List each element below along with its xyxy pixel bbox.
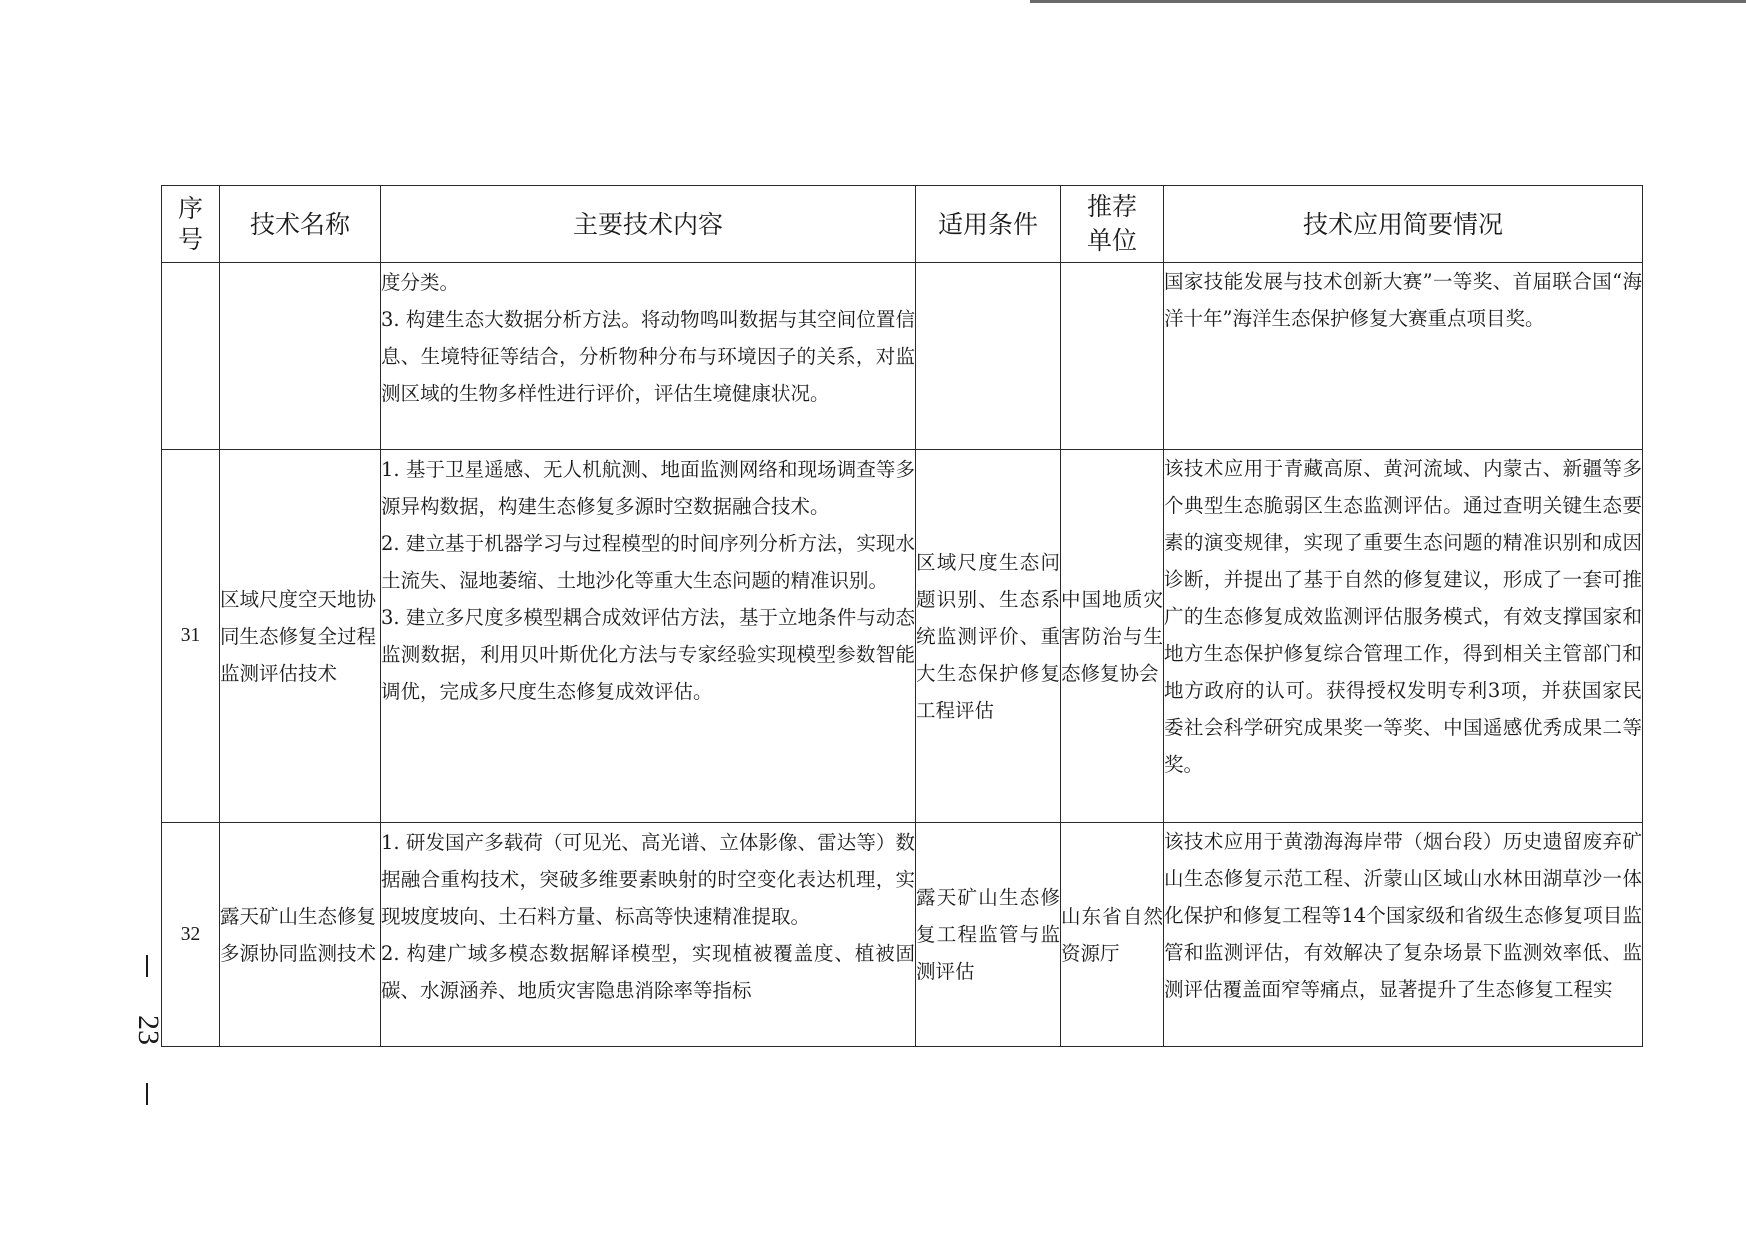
header-name: 技术名称 (220, 186, 381, 263)
row-unit (1061, 263, 1164, 450)
row-condition: 区域尺度生态问题识别、生态系统监测评价、重大生态保护修复工程评估 (916, 450, 1061, 823)
content-paragraph: 1. 基于卫星遥感、无人机航测、地面监测网络和现场调查等多源异构数据，构建生态修复多源时空数据融合技术。 (381, 458, 915, 518)
content-paragraph: 3. 构建生态大数据分析方法。将动物鸣叫数据与其空间位置信息、生境特征等结合，分析物种分布与环境因子的关系，对监测区域的生物多样性进行评价，评估生境健康状况。 (381, 308, 915, 405)
header-condition: 适用条件 (916, 186, 1061, 263)
row-info (1164, 263, 1643, 450)
technology-table (161, 185, 1643, 1047)
page-number (118, 955, 178, 1105)
page-number-dash (146, 955, 148, 977)
table-header-row (162, 186, 1643, 263)
content-paragraph: 3. 建立多尺度多模型耦合成效评估方法，基于立地条件与动态监测数据，利用贝叶斯优化方法与专家经验实现模型参数智能调优，完成多尺度生态修复成效评估。 (381, 606, 915, 703)
row-content (381, 263, 916, 450)
info-text: 该技术应用于黄渤海海岸带（烟台段）历史遗留废弃矿山生态修复示范工程、沂蒙山区域山水林田湖草沙一体化保护和修复工程等14个国家级和省级生态修复项目监管和监测评估，有效解决了复杂场景下监测效率低、监测评估覆盖面窄等痛点，显著提升了生态修复工程实 (1164, 830, 1642, 1001)
top-rule (1030, 0, 1746, 3)
row-unit: 中国地质灾害防治与生态修复协会 (1061, 450, 1164, 823)
row-no: 31 (162, 450, 220, 823)
row-condition: 露天矿山生态修复工程监管与监测评估 (916, 823, 1061, 1047)
page-number-dash (146, 1083, 148, 1105)
content-paragraph: 2. 构建广域多模态数据解译模型，实现植被覆盖度、植被固碳、水源涵养、地质灾害隐患消除率等指标 (381, 942, 915, 1002)
header-info: 技术应用简要情况 (1164, 186, 1643, 263)
table-row (162, 450, 1643, 823)
row-unit: 山东省自然资源厅 (1061, 823, 1164, 1047)
info-text: 国家技能发展与技术创新大赛”一等奖、首届联合国“海洋十年”海洋生态保护修复大赛重点项目奖。 (1164, 270, 1642, 330)
row-name (220, 263, 381, 450)
table-row (162, 263, 1643, 450)
row-info (1164, 823, 1643, 1047)
page-number-text: 23 (132, 1015, 165, 1045)
header-no: 序号 (162, 186, 220, 263)
table-row (162, 823, 1643, 1047)
header-content: 主要技术内容 (381, 186, 916, 263)
row-condition (916, 263, 1061, 450)
row-content (381, 450, 916, 823)
row-no: 32 (162, 823, 220, 1047)
row-no (162, 263, 220, 450)
row-name: 露天矿山生态修复多源协同监测技术 (220, 823, 381, 1047)
info-text: 该技术应用于青藏高原、黄河流域、内蒙古、新疆等多个典型生态脆弱区生态监测评估。通过查明关键生态要素的演变规律，实现了重要生态问题的精准识别和成因诊断，并提出了基于自然的修复建议，形成了一套可推广的生态修复成效监测评估服务模式，有效支撑国家和地方生态保护修复综合管理工作，得到相关主管部门和地方政府的认可。获得授权发明专利3项，并获国家民委社会科学研究成果奖一等奖、中国遥感优秀成果二等奖。 (1164, 457, 1642, 776)
content-paragraph: 2. 建立基于机器学习与过程模型的时间序列分析方法，实现水土流失、湿地萎缩、土地沙化等重大生态问题的精准识别。 (381, 532, 915, 592)
row-name: 区域尺度空天地协同生态修复全过程监测评估技术 (220, 450, 381, 823)
row-content (381, 823, 916, 1047)
content-paragraph: 1. 研发国产多载荷（可见光、高光谱、立体影像、雷达等）数据融合重构技术，突破多维要素映射的时空变化表达机理，实现坡度坡向、土石料方量、标高等快速精准提取。 (381, 831, 915, 928)
row-info (1164, 450, 1643, 823)
header-unit: 推荐单位 (1061, 186, 1164, 263)
content-paragraph: 度分类。 (381, 271, 460, 294)
